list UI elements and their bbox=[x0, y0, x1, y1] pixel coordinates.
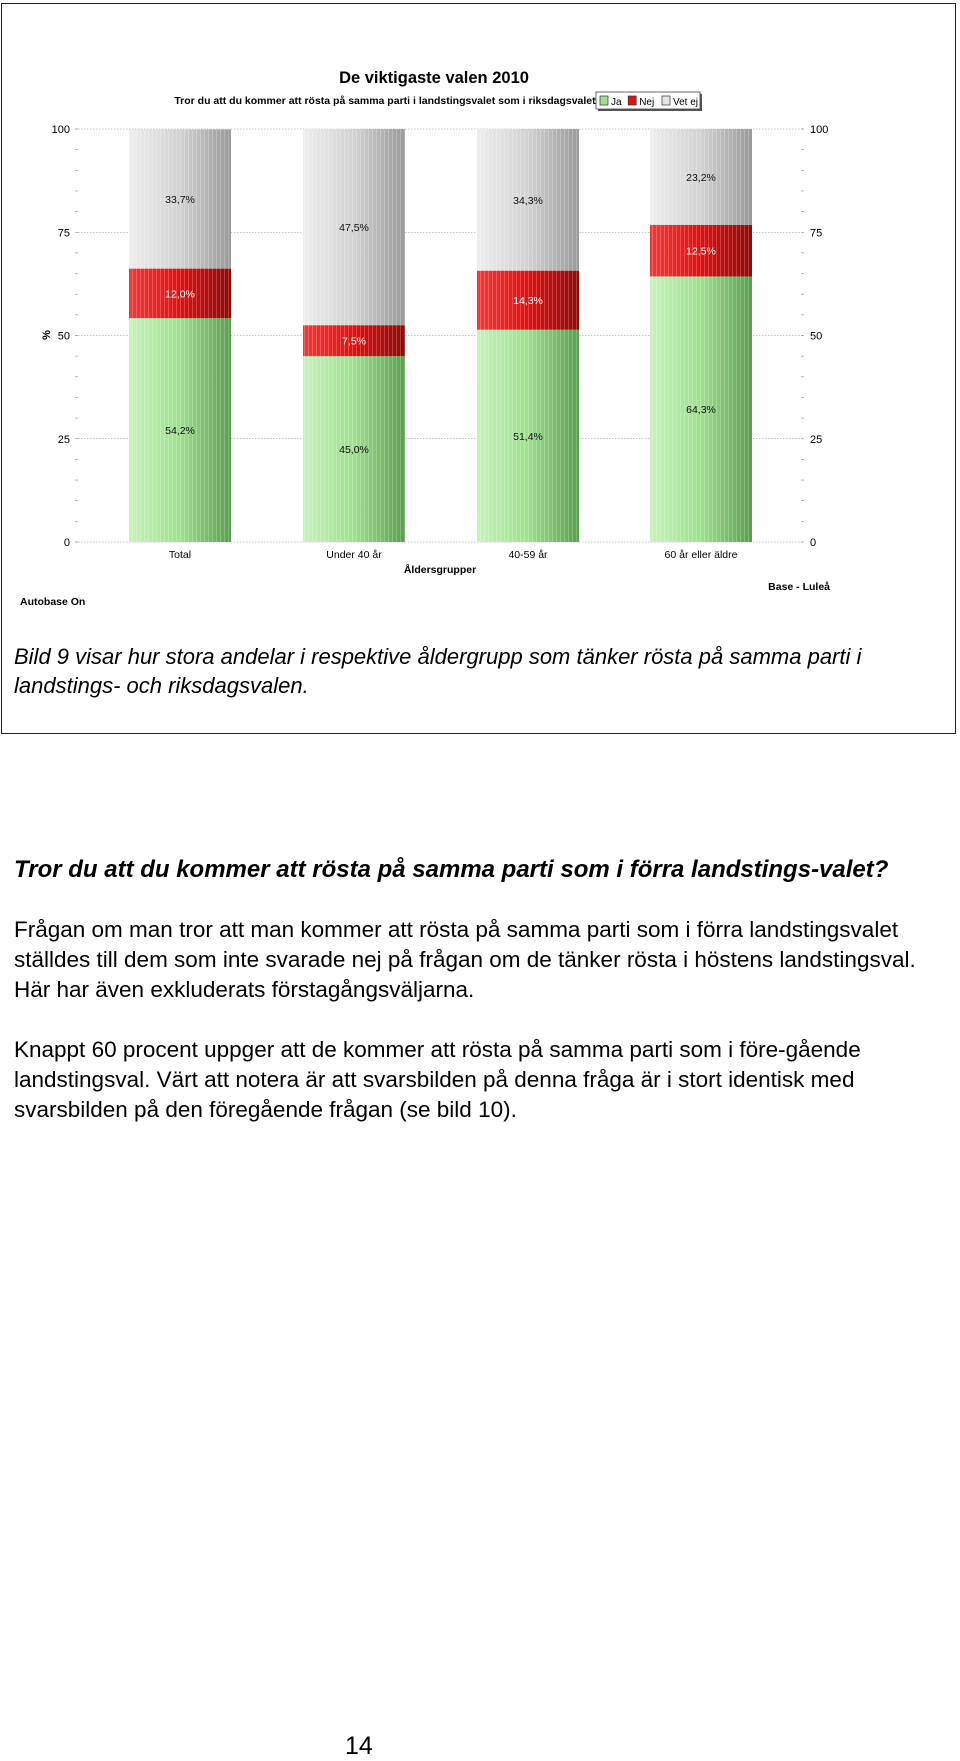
x-tick-label: Under 40 år bbox=[326, 549, 382, 561]
x-axis-label: Åldersgrupper bbox=[403, 564, 477, 576]
y-tick-label-left: 0 bbox=[63, 537, 70, 549]
footer-right: Base - Luleå bbox=[768, 581, 830, 593]
y-tick-label-right: 75 bbox=[810, 227, 823, 240]
data-label-nej-total: 12,0% bbox=[165, 288, 195, 301]
chart-legend bbox=[596, 92, 702, 111]
legend-swatch-vet-ej bbox=[662, 96, 670, 105]
legend-label-vet-ej: Vet ej bbox=[673, 97, 699, 108]
data-label-vet-ej-total: 33,7% bbox=[165, 194, 195, 207]
y-tick-label-left: 100 bbox=[51, 124, 70, 136]
y-tick-label-right: 25 bbox=[810, 433, 823, 446]
y-tick-label-right: 0 bbox=[810, 537, 817, 549]
x-tick-label: Total bbox=[168, 549, 192, 561]
legend-swatch-ja bbox=[600, 96, 608, 105]
chart-subtitle: Tror du att du kommer att rösta på samma parti i landstingsvalet som i riksdagsvalet bbox=[174, 95, 596, 107]
paragraph-1: Frågan om man tror att man kommer att rösta på samma parti som i förra landstingsvalet ställdes till dem som inte svarade nej på frågan om de tänker rösta i höstens landstingsval. Här har även exkluderats förstagångsväljarna. bbox=[14, 917, 916, 1002]
chart-title: De viktigaste valen 2010 bbox=[339, 69, 529, 87]
y-axis-label: % bbox=[41, 330, 53, 340]
data-label-nej-60-r-eller-ldre: 12,5% bbox=[686, 245, 716, 258]
y-tick-label-left: 25 bbox=[57, 433, 70, 446]
page-number: 14 bbox=[345, 1732, 373, 1760]
data-label-ja-total: 54,2% bbox=[165, 425, 195, 438]
y-tick-label-right: 50 bbox=[810, 330, 823, 343]
footer-left: Autobase On bbox=[20, 596, 86, 608]
paragraph-2: Knappt 60 procent uppger att de kommer att rösta på samma parti som i före-gående landstingsval. Värt att notera är att svarsbilden på denna fråga är i stort identisk med svarsbilden på den föregående frågan (se bild 10). bbox=[14, 1037, 861, 1122]
data-label-nej-40-59-r: 14,3% bbox=[513, 295, 543, 308]
x-tick-label: 60 år eller äldre bbox=[664, 549, 738, 561]
data-label-ja-under-40-r: 45,0% bbox=[339, 444, 369, 457]
data-label-ja-40-59-r: 51,4% bbox=[513, 430, 543, 443]
legend-swatch-nej bbox=[628, 96, 636, 105]
section-heading: Tror du att du kommer att rösta på samma parti som i förra landstings-valet? bbox=[14, 856, 889, 883]
data-label-ja-60-r-eller-ldre: 64,3% bbox=[686, 404, 716, 417]
data-label-nej-under-40-r: 7,5% bbox=[342, 335, 366, 348]
data-labels bbox=[165, 172, 716, 456]
data-label-vet-ej-40-59-r: 34,3% bbox=[513, 194, 543, 207]
stacked-bar-chart bbox=[0, 0, 960, 740]
x-tick-label: 40-59 år bbox=[508, 549, 548, 561]
legend-label-ja: Ja bbox=[611, 97, 622, 108]
y-tick-label-left: 75 bbox=[57, 227, 70, 240]
y-tick-label-left: 50 bbox=[57, 330, 70, 343]
data-label-vet-ej-60-r-eller-ldre: 23,2% bbox=[686, 171, 716, 184]
bars bbox=[129, 129, 752, 542]
y-tick-label-right: 100 bbox=[810, 124, 829, 136]
figure-caption: Bild 9 visar hur stora andelar i respektive åldergrupp som tänker rösta på samma parti i landstings- och riksdagsvalen. bbox=[14, 644, 862, 698]
legend-label-nej: Nej bbox=[639, 97, 655, 108]
data-label-vet-ej-under-40-r: 47,5% bbox=[339, 222, 369, 235]
